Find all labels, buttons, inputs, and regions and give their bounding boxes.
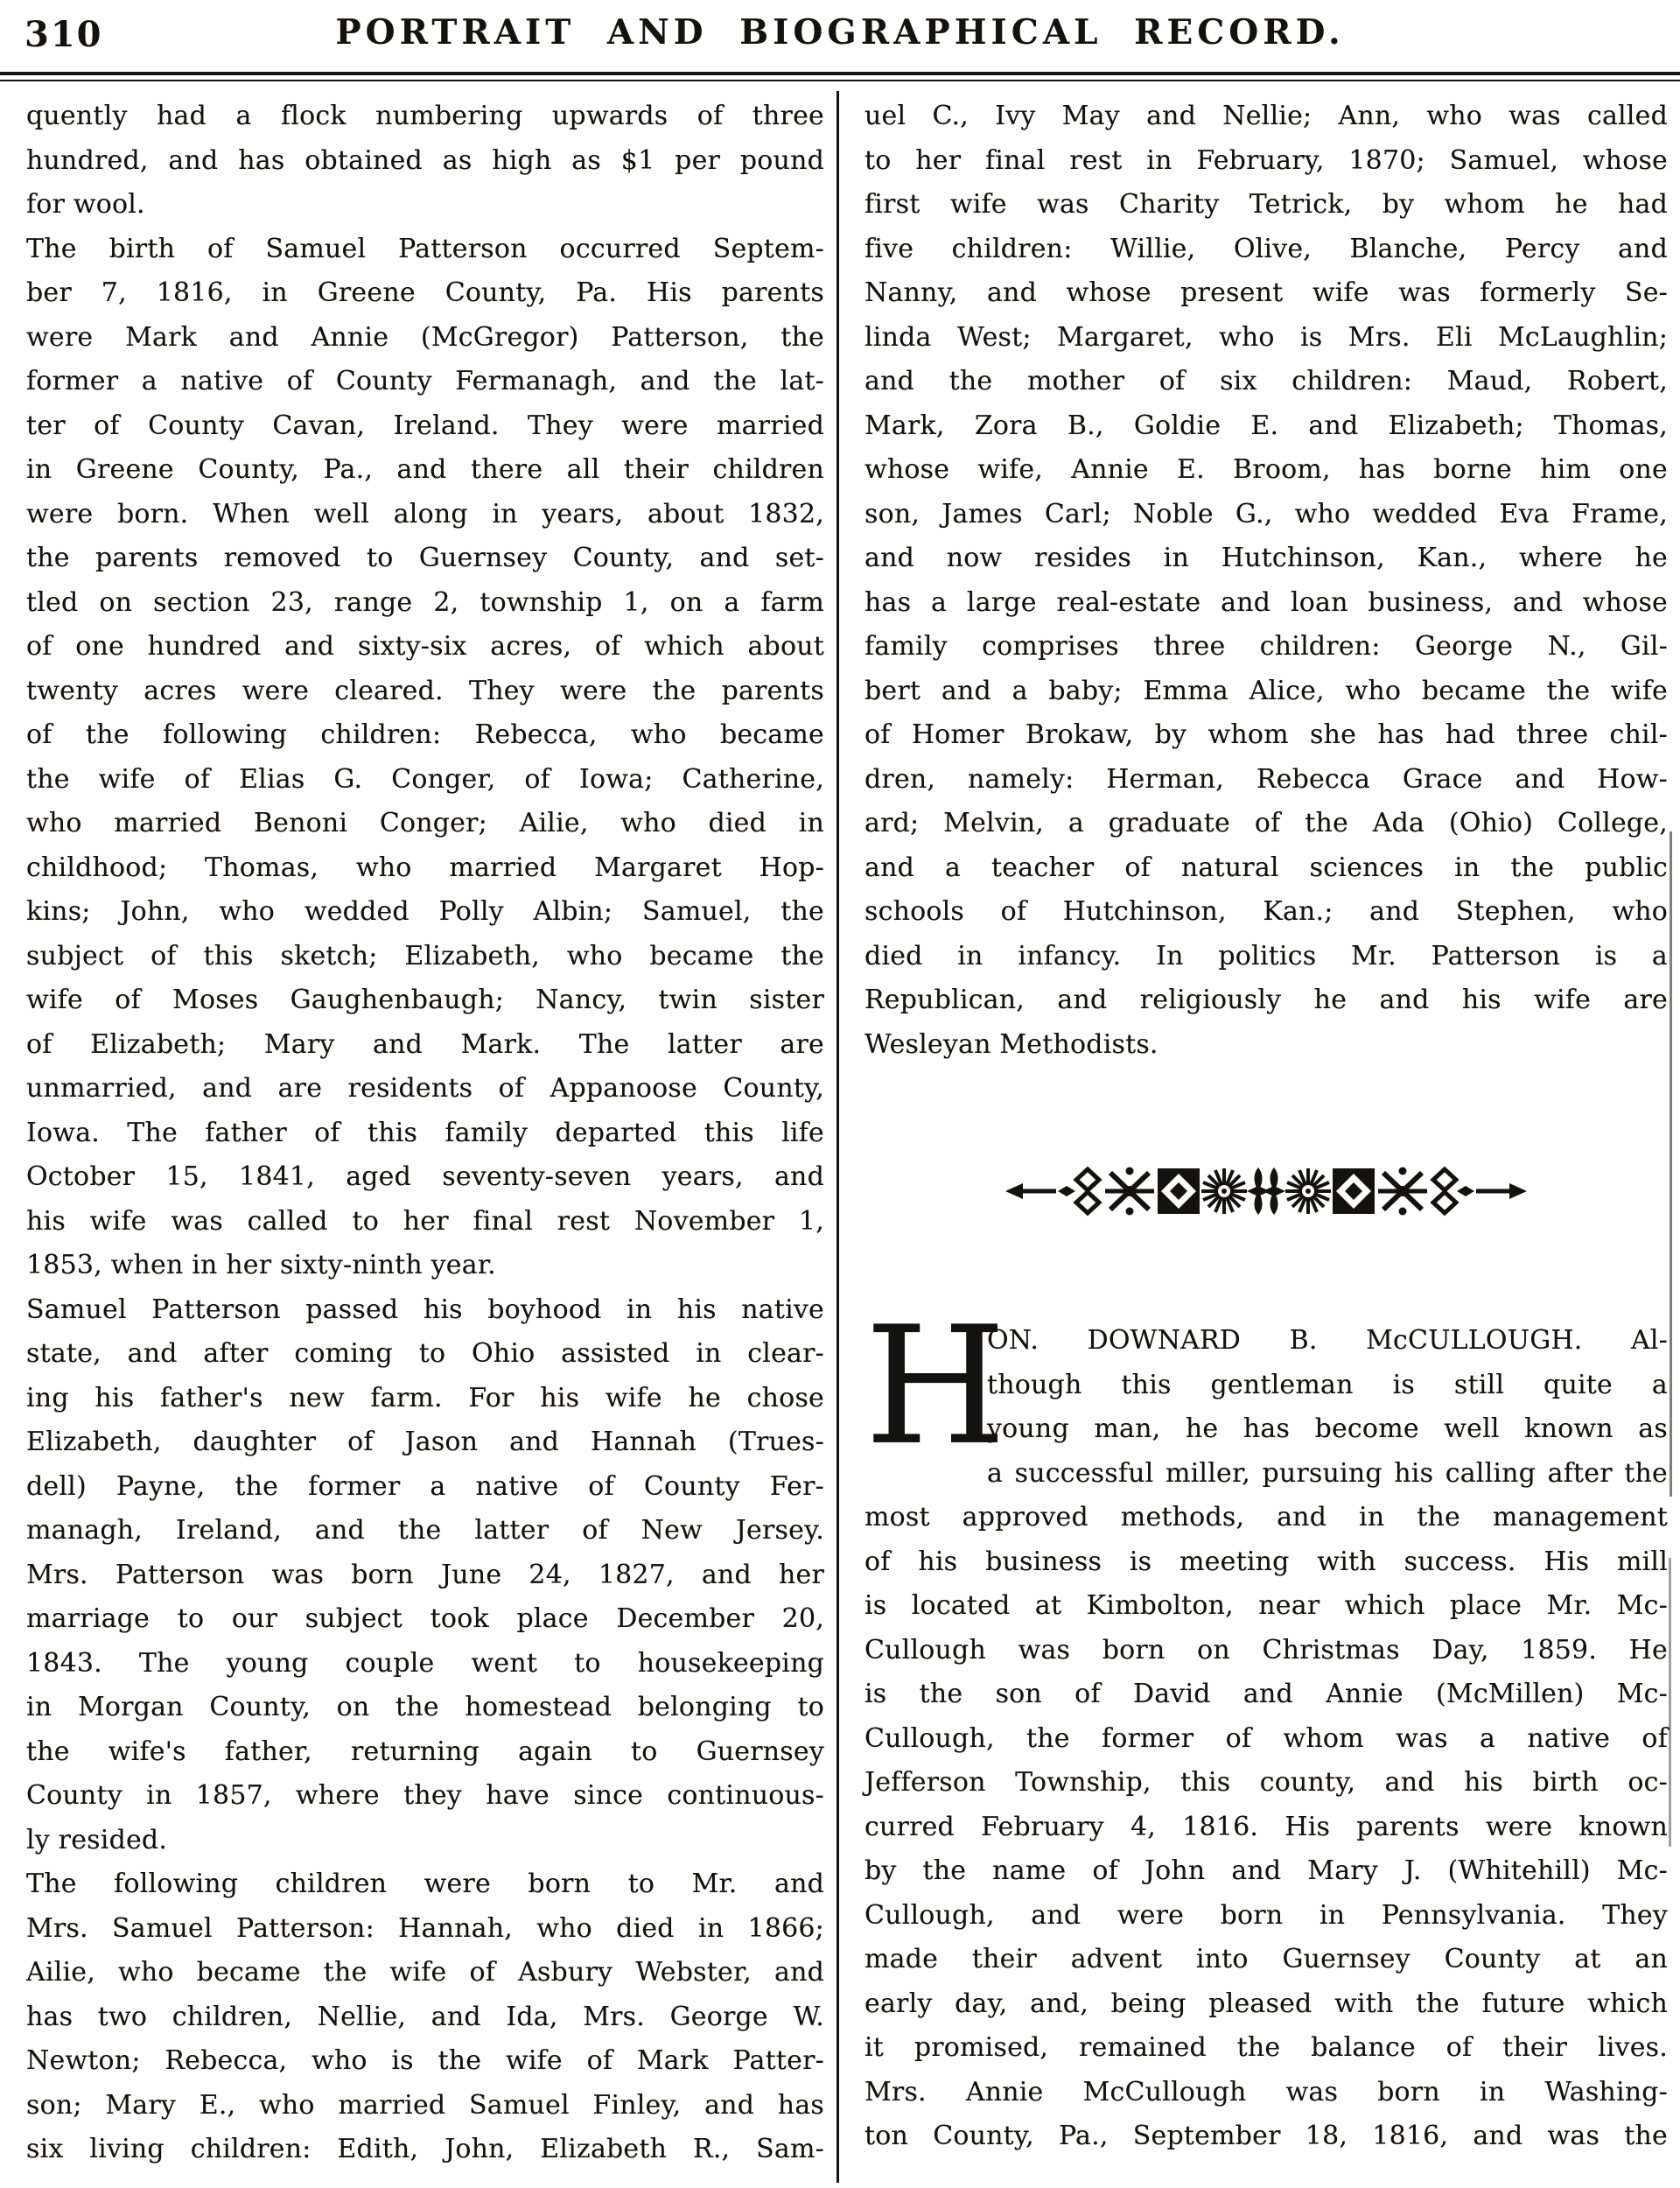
text-line: family comprises three children: George N., Gil-: [864, 631, 1668, 662]
text-line: the wife of Elias G. Conger, of Iowa; Catherine,: [26, 763, 824, 795]
text-line: October 15, 1841, aged seventy-seven years, and: [26, 1161, 824, 1192]
header-rule-thick: [0, 72, 1680, 75]
text-line: dren, namely: Herman, Rebecca Grace and How-: [864, 763, 1668, 795]
text-line: Nanny, and whose present wife was formerly Se-: [864, 277, 1668, 308]
left-column: [26, 95, 824, 2172]
text-line: son; Mary E., who married Samuel Finley, and has: [26, 2089, 824, 2121]
text-line: ard; Melvin, a graduate of the Ada (Ohio) College,: [864, 808, 1668, 838]
text-line: were born. When well along in years, about 1832,: [26, 498, 824, 529]
text-line: five children: Willie, Olive, Blanche, Percy and: [864, 233, 1668, 264]
text-line: The birth of Samuel Patterson occurred Septem-: [26, 233, 824, 264]
text-line: 1843. The young couple went to housekeeping: [26, 1647, 824, 1679]
text-line: Jefferson Township, this county, and his birth oc-: [864, 1767, 1668, 1798]
text-line: young man, he has become well known as: [987, 1413, 1668, 1444]
text-line: dell) Payne, the former a native of County Fer-: [26, 1470, 824, 1502]
text-line: twenty acres were cleared. They were the parents: [26, 675, 824, 706]
column-rule: [836, 91, 839, 2183]
text-line: Ailie, who became the wife of Asbury Webster, and: [26, 1957, 824, 1988]
page-edge-scan-artifact: [1669, 1558, 1671, 1847]
paragraph-patterson-boyhood-marriage: [26, 1288, 824, 1863]
page-number: 310: [24, 14, 103, 55]
text-line: wife of Moses Gaughenbaugh; Nancy, twin sister: [26, 985, 824, 1015]
paragraph-patterson-children-continued: [864, 95, 1668, 1067]
paragraph-wool-conclusion: [26, 95, 824, 228]
text-line: childhood; Thomas, who married Margaret Hop-: [26, 852, 824, 883]
text-line: a successful miller, pursuing his calling after the: [987, 1457, 1668, 1489]
text-line: of his business is meeting with success. His mill: [864, 1546, 1668, 1577]
text-line: Newton; Rebecca, who is the wife of Mark Patter-: [26, 2045, 824, 2076]
text-line: of Homer Brokaw, by whom she has had three chil-: [864, 719, 1668, 750]
text-line: ON. DOWNARD B. McCULLOUGH. Al-: [987, 1325, 1668, 1356]
text-line: in Morgan County, on the homestead belonging to: [26, 1692, 824, 1722]
text-line: of one hundred and sixty-six acres, of which about: [26, 631, 824, 662]
text-line: the parents removed to Guernsey County, and set-: [26, 543, 824, 573]
text-line: managh, Ireland, and the latter of New Jersey.: [26, 1515, 824, 1546]
text-line: is located at Kimbolton, near which place Mr. Mc-: [864, 1590, 1668, 1621]
text-line: it promised, remained the balance of their lives.: [864, 2032, 1668, 2063]
text-line: hundred, and has obtained as high as $1 per pound: [26, 144, 824, 176]
text-line: though this gentleman is still quite a: [987, 1369, 1668, 1400]
text-line: by the name of John and Mary J. (Whitehill) Mc-: [864, 1855, 1668, 1886]
text-line: ton County, Pa., September 18, 1816, and was the: [864, 2121, 1668, 2151]
text-line: Mark, Zora B., Goldie E. and Elizabeth; Thomas,: [864, 410, 1668, 441]
text-line: to her final rest in February, 1870; Samuel, whose: [864, 144, 1668, 176]
text-line: Mrs. Patterson was born June 24, 1827, and her: [26, 1559, 824, 1590]
text-line: were Mark and Annie (McGregor) Patterson, the: [26, 321, 824, 353]
text-line: son, James Carl; Noble G., who wedded Eva Frame,: [864, 498, 1668, 529]
text-line: schools of Hutchinson, Kan.; and Stephen, who: [864, 896, 1668, 927]
text-line: Iowa. The father of this family departed this life: [26, 1117, 824, 1148]
text-line: died in infancy. In politics Mr. Patterson is a: [864, 940, 1668, 971]
text-line: has a large real-estate and loan business, and whose: [864, 586, 1668, 618]
text-line: subject of this sketch; Elizabeth, who became the: [26, 940, 824, 971]
text-line: Mrs. Samuel Patterson: Hannah, who died in 1866;: [26, 1912, 824, 1944]
paragraph-patterson-children: [26, 1862, 824, 2172]
text-line: marriage to our subject took place December 20,: [26, 1603, 824, 1634]
text-line: linda West; Margaret, who is Mrs. Eli McLaughlin;: [864, 321, 1668, 353]
text-line: bert and a baby; Emma Alice, who became the wife: [864, 675, 1668, 706]
text-line: ber 7, 1816, in Greene County, Pa. His parents: [26, 277, 824, 308]
mccullough-article: [864, 1291, 1668, 2159]
text-line: and the mother of six children: Maud, Robert,: [864, 366, 1668, 396]
text-line: and now resides in Hutchinson, Kan., where he: [864, 543, 1668, 573]
text-line: ter of County Cavan, Ireland. They were married: [26, 410, 824, 441]
text-line: his wife was called to her final rest November 1,: [26, 1205, 824, 1237]
section-divider-ornament: [1004, 1165, 1529, 1217]
text-line: for wool.: [26, 189, 145, 220]
text-line: Republican, and religiously he and his wife are: [864, 985, 1668, 1015]
text-line: and a teacher of natural sciences in the public: [864, 852, 1668, 883]
text-line: of Elizabeth; Mary and Mark. The latter are: [26, 1028, 824, 1060]
two-column-text-block: [0, 91, 1680, 2188]
text-line: of the following children: Rebecca, who became: [26, 719, 824, 750]
text-line: tled on section 23, range 2, township 1, on a farm: [26, 586, 824, 618]
text-line: The following children were born to Mr. and: [26, 1869, 824, 1899]
text-line: is the son of David and Annie (McMillen) Mc-: [864, 1679, 1668, 1709]
right-column: [864, 95, 1668, 2159]
text-line: whose wife, Annie E. Broom, has borne him one: [864, 454, 1668, 485]
text-line: Cullough, and were born in Pennsylvania. They: [864, 1899, 1668, 1931]
text-line: ing his father's new farm. For his wife he chose: [26, 1382, 824, 1413]
text-line: in Greene County, Pa., and there all their children: [26, 454, 824, 485]
text-line: who married Benoni Conger; Ailie, who died in: [26, 808, 824, 838]
text-line: uel C., Ivy May and Nellie; Ann, who was called: [864, 101, 1668, 131]
text-line: made their advent into Guernsey County at an: [864, 1944, 1668, 1974]
text-line: early day, and, being pleased with the future which: [864, 1988, 1668, 2019]
text-line: Samuel Patterson passed his boyhood in his native: [26, 1294, 824, 1325]
text-line: Wesleyan Methodists.: [864, 1028, 1158, 1060]
page-title: PORTRAIT AND BIOGRAPHICAL RECORD.: [335, 12, 1345, 53]
text-line: quently had a flock numbering upwards of three: [26, 101, 824, 131]
text-line: state, and after coming to Ohio assisted in clear-: [26, 1338, 824, 1369]
text-line: Elizabeth, daughter of Jason and Hannah (Trues-: [26, 1427, 824, 1457]
text-line: kins; John, who wedded Polly Albin; Samuel, the: [26, 896, 824, 927]
text-line: 1853, when in her sixty-ninth year.: [26, 1250, 496, 1280]
text-line: County in 1857, where they have since continuous-: [26, 1780, 824, 1811]
text-line: most approved methods, and in the management: [864, 1502, 1668, 1532]
text-line: first wife was Charity Tetrick, by whom he had: [864, 189, 1668, 220]
text-line: Mrs. Annie McCullough was born in Washing-: [864, 2076, 1668, 2107]
drop-cap-letter-H: H: [864, 1291, 1007, 1481]
divider-ornament-icon: [1004, 1165, 1529, 1217]
text-line: former a native of County Fermanagh, and the lat-: [26, 366, 824, 396]
paragraph-mccullough-mother: [864, 2071, 1668, 2159]
text-line: Cullough was born on Christmas Day, 1859. He: [864, 1634, 1668, 1666]
text-line: unmarried, and are residents of Appanoose County,: [26, 1073, 824, 1104]
text-line: six living children: Edith, John, Elizabeth R., Sam-: [26, 2134, 824, 2164]
text-line: ly resided.: [26, 1824, 168, 1855]
text-line: the wife's father, returning again to Guernsey: [26, 1736, 824, 1767]
page-edge-scan-artifact: [1670, 831, 1672, 1497]
paragraph-patterson-birth-family: [26, 228, 824, 1288]
text-line: has two children, Nellie, and Ida, Mrs. George W.: [26, 2001, 824, 2032]
text-line: Cullough, the former of whom was a native of: [864, 1722, 1668, 1754]
text-line: curred February 4, 1816. His parents were known: [864, 1811, 1668, 1842]
header-rule-thin: [0, 80, 1680, 81]
